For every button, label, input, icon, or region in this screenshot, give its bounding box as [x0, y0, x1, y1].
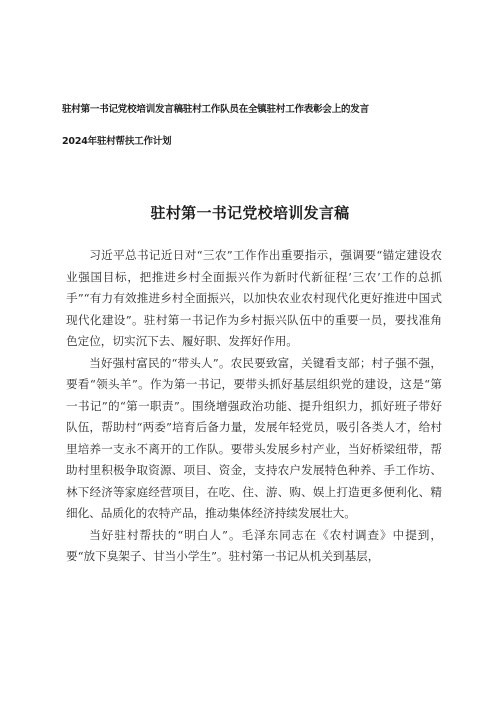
paragraph: 习近平总书记近日对“三农”工作作出重要指示，强调要“锚定建设农业强国目标，把推进乡村全面振兴作为新时代新征程’三农’工作的总抓手”“有力有效推进乡村全面振兴，以加快农业农村现代化更好推进中国式现代化建设”。驻村第一书记作为乡村振兴队伍中的重要一员，要找准角色定位，切实沉下去、履好职、发挥好作用。: [66, 248, 442, 348]
document-body: [66, 245, 442, 568]
header-line-2: 2024年驻村帮扶工作计划: [62, 136, 172, 147]
document-title: 驻村第一书记党校培训发言稿: [150, 204, 350, 222]
header-line-1: 驻村第一书记党校培训发言稿驻村工作队员在全镇驻村工作表彰会上的发言: [62, 104, 369, 115]
paragraph: 当好强村富民的“带头人”。农民要致富，关键看支部；村子强不强，要看“领头羊”。作为第一书记，要带头抓好基层组织党的建设，这是“第一书记”的“第一职责”。围绕增强政治功能、提升组织力，抓好班子带好队伍，帮助村“两委”培育后备力量，发展年轻党员，吸引各类人才，给村里培养一支永不离开的工作队。要带头发展乡村产业，当好桥梁纽带，帮助村里积极争取资源、项目、资金，支持农户发展特色种养、手工作坊、林下经济等家庭经营项目，在吃、住、游、购、娱上打造更多便利化、精细化、品质化的农特产品，推动集体经济持续发展壮大。: [66, 355, 442, 520]
paragraph: 当好驻村帮扶的“明白人”。毛泽东同志在《农村调查》中提到，要“放下臭架子、甘当小学生”。驻村第一书记从机关到基层，: [66, 527, 442, 563]
